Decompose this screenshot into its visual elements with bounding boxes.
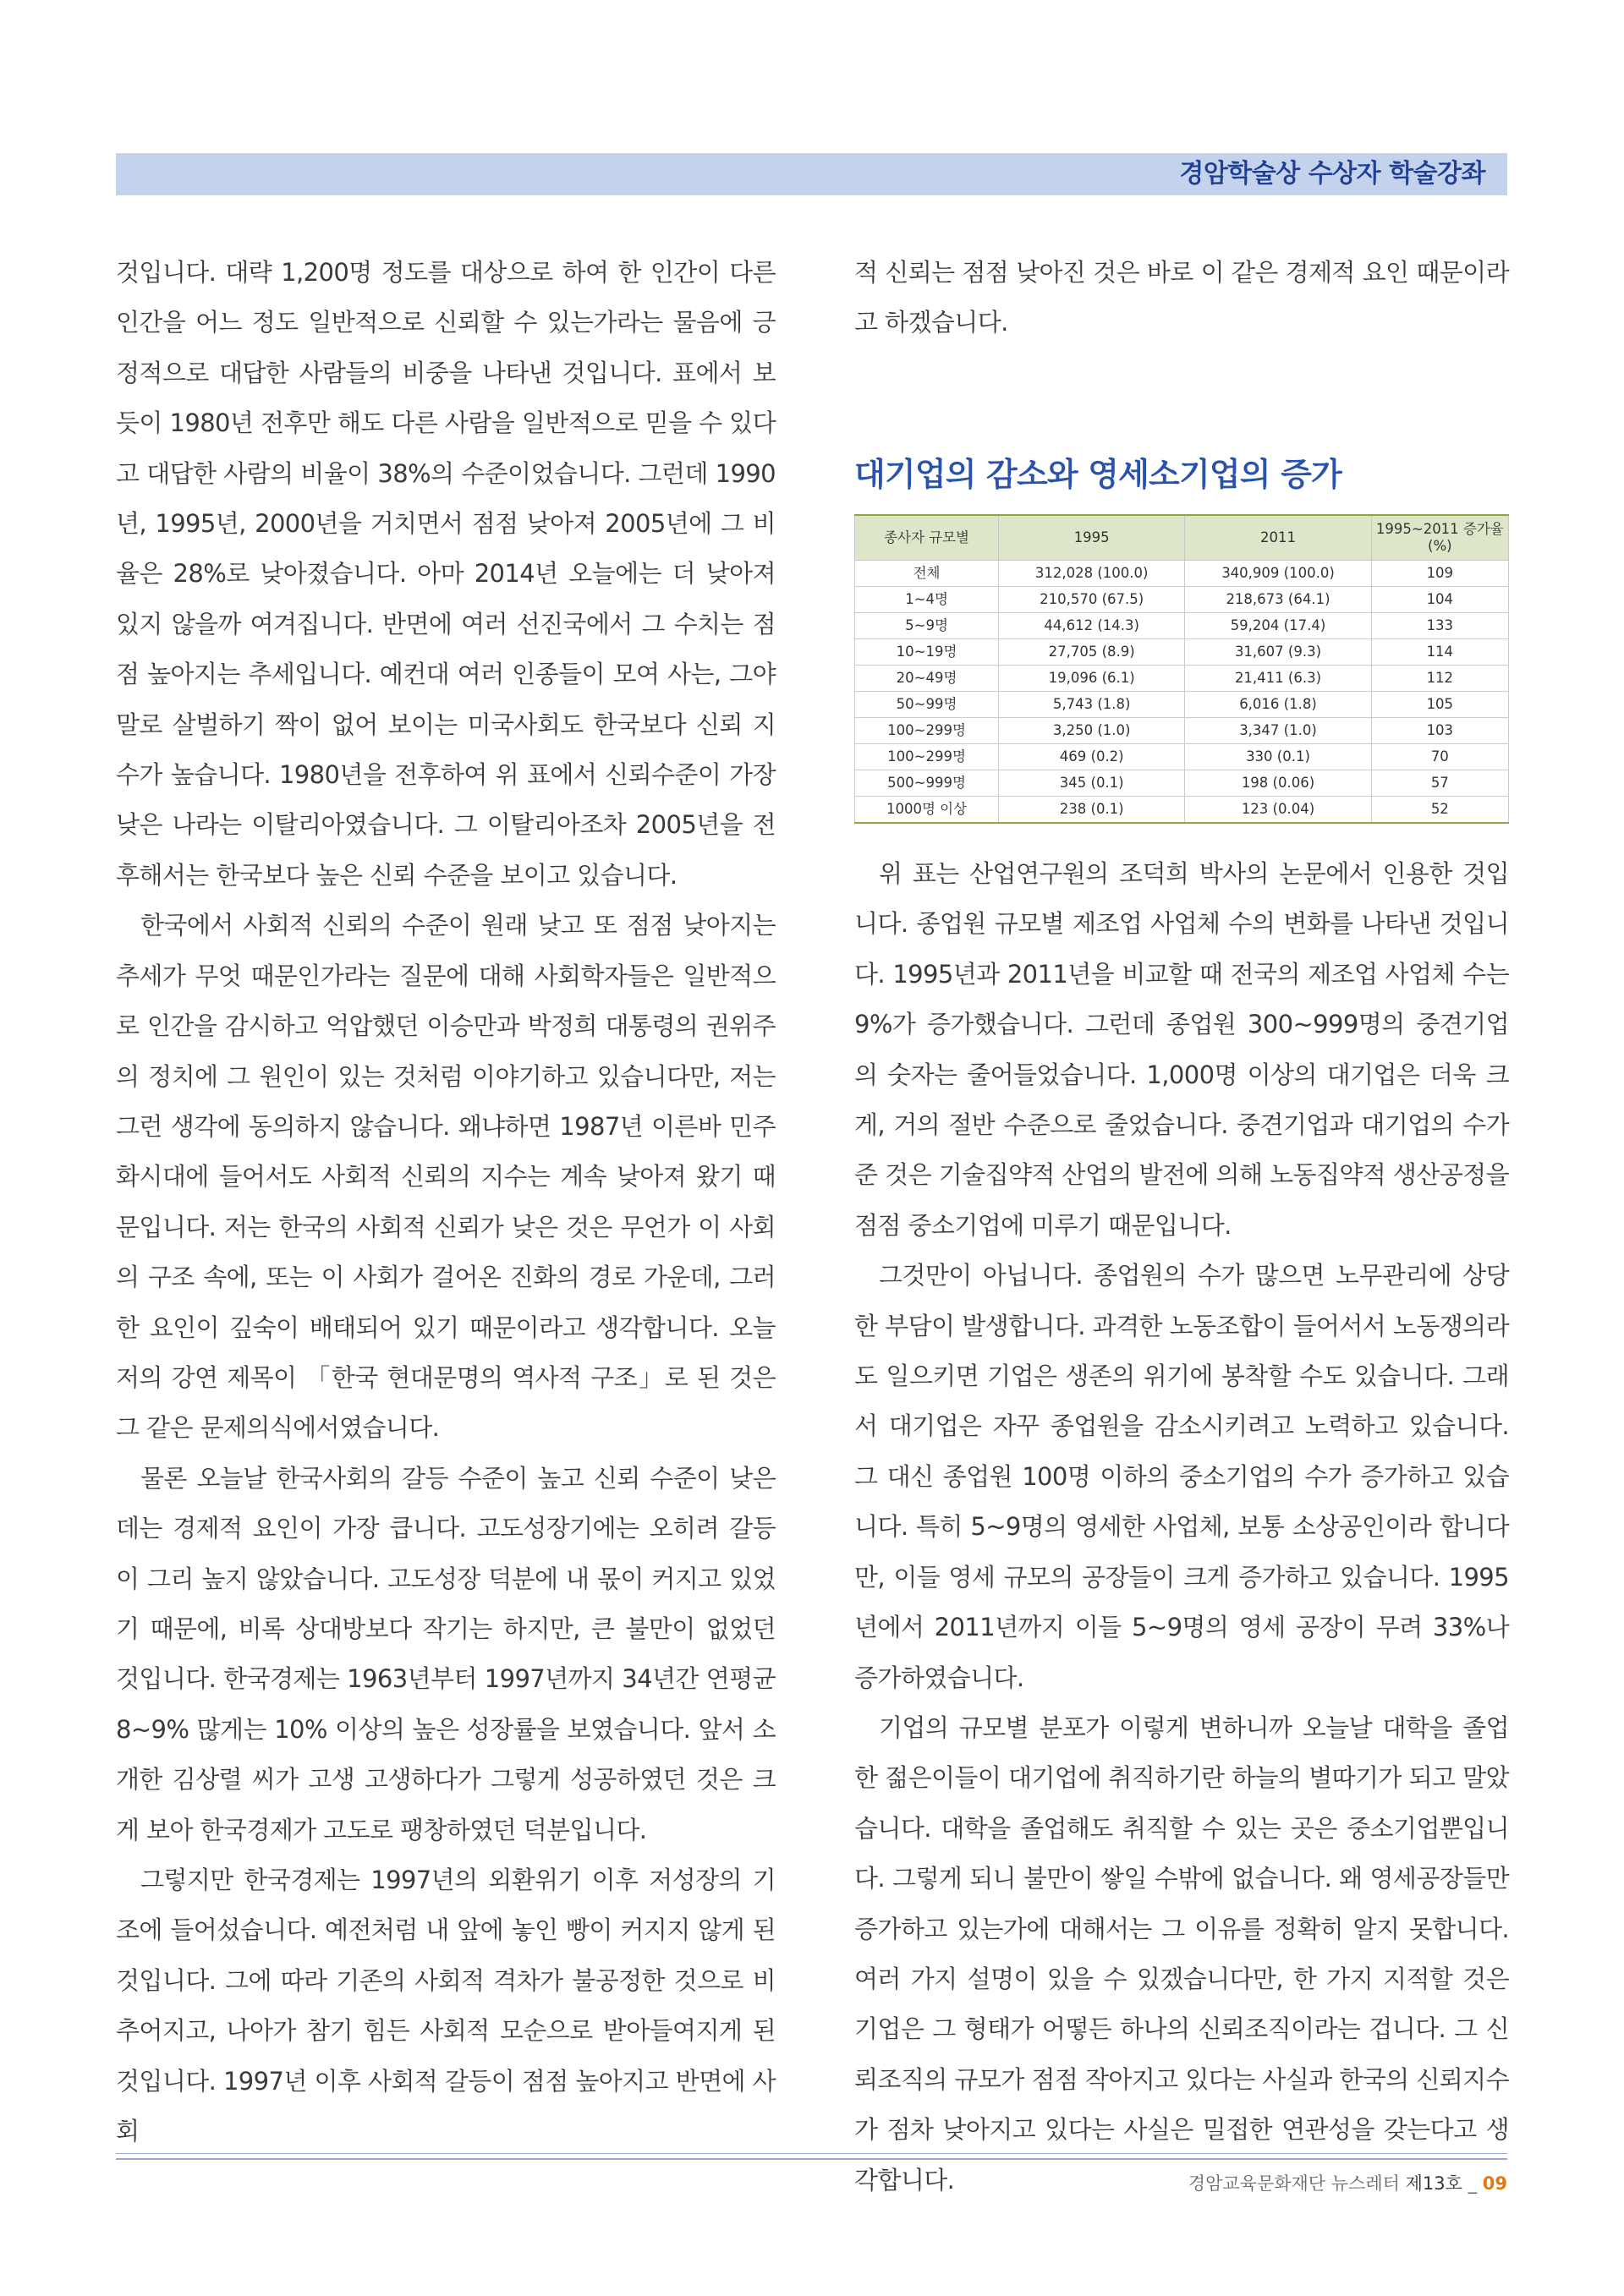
table-cell: 27,705 (8.9)	[999, 639, 1185, 666]
footer-publisher: 경암교육문화재단 뉴스레터	[1188, 2173, 1400, 2194]
table-cell: 198 (0.06)	[1185, 770, 1371, 797]
table-cell: 20~49명	[855, 666, 999, 692]
table-row	[855, 587, 1509, 613]
header-bar	[116, 153, 1507, 195]
table-cell: 6,016 (1.8)	[1185, 692, 1371, 718]
table-cell: 전체	[855, 561, 999, 587]
table-row	[855, 770, 1509, 797]
table-cell: 123 (0.04)	[1185, 797, 1371, 824]
table-cell: 10~19명	[855, 639, 999, 666]
table-row	[855, 797, 1509, 824]
table-cell: 50~99명	[855, 692, 999, 718]
table-header: 1995~2011 증가율(%)	[1371, 515, 1508, 561]
table-cell: 59,204 (17.4)	[1185, 613, 1371, 639]
paragraph: 그것만이 아닙니다. 종업원의 수가 많으면 노무관리에 상당한 부담이 발생합니다. 과격한 노동조합이 들어서서 노동쟁의라도 일으키면 기업은 생존의 위기에 봉착할 수도 있습니다. 그래서 대기업은 자꾸 종업원을 감소시키려고 노력하고 있습니다. 그 대신 종업원 100명 이하의 중소기업의 수가 증가하고 있습니다. 특히 5~9명의 영세한 사업체, 보통 소상공인이라 합니다만, 이들 영세 규모의 공장들이 크게 증가하고 있습니다. 1995년에서 2011년까지 이들 5~9명의 영세 공장이 무려 33%나 증가하였습니다.	[854, 1261, 1509, 1692]
table-row	[855, 744, 1509, 770]
footer-separator: _	[1468, 2173, 1478, 2194]
table-cell: 100~299명	[855, 744, 999, 770]
footer-issue: 제13호	[1405, 2173, 1462, 2194]
table-cell: 19,096 (6.1)	[999, 666, 1185, 692]
table-cell: 70	[1371, 744, 1508, 770]
table-row	[855, 639, 1509, 666]
table-cell: 1~4명	[855, 587, 999, 613]
table-cell: 469 (0.2)	[999, 744, 1185, 770]
footer	[1188, 2170, 1507, 2195]
table-row	[855, 692, 1509, 718]
table-cell: 114	[1371, 639, 1508, 666]
table-cell: 500~999명	[855, 770, 999, 797]
table-cell: 109	[1371, 561, 1508, 587]
paragraph: 한국에서 사회적 신뢰의 수준이 원래 낮고 또 점점 낮아지는 추세가 무엇 때문인가라는 질문에 대해 사회학자들은 일반적으로 인간을 감시하고 억압했던 이승만과 박정희 대통령의 권위주의 정치에 그 원인이 있는 것처럼 이야기하고 있습니다만, 저는 그런 생각에 동의하지 않습니다. 왜냐하면 1987년 이른바 민주화시대에 들어서도 사회적 신뢰의 지수는 계속 낮아져 왔기 때문입니다. 저는 한국의 사회적 신뢰가 낮은 것은 무언가 이 사회의 구조 속에, 또는 이 사회가 걸어온 진화의 경로 가운데, 그러한 요인이 깊숙이 배태되어 있기 때문이라고 생각합니다. 오늘 저의 강연 제목이 「한국 현대문명의 역사적 구조」로 된 것은 그 같은 문제의식에서였습니다.	[116, 911, 776, 1443]
table-cell: 5~9명	[855, 613, 999, 639]
table-cell: 103	[1371, 718, 1508, 744]
table-cell: 104	[1371, 587, 1508, 613]
left-column	[116, 248, 776, 2156]
table-cell: 44,612 (14.3)	[999, 613, 1185, 639]
right-column-body	[854, 849, 1509, 2206]
section-title: 대기업의 감소와 영세소기업의 증가	[854, 456, 1341, 493]
table-cell: 3,250 (1.0)	[999, 718, 1185, 744]
table-cell: 218,673 (64.1)	[1185, 587, 1371, 613]
paragraph: 위 표는 산업연구원의 조덕희 박사의 논문에서 인용한 것입니다. 종업원 규모별 제조업 사업체 수의 변화를 나타낸 것입니다. 1995년과 2011년을 비교할 때 전국의 제조업 사업체 수는 9%가 증가했습니다. 그런데 종업원 300~999명의 중견기업의 숫자는 줄어들었습니다. 1,000명 이상의 대기업은 더욱 크게, 거의 절반 수준으로 줄었습니다. 중견기업과 대기업의 수가 준 것은 기술집약적 산업의 발전에 의해 노동집약적 생산공정을 점점 중소기업에 미루기 때문입니다.	[854, 859, 1509, 1240]
paragraph: 그렇지만 한국경제는 1997년의 외환위기 이후 저성장의 기조에 들어섰습니다. 예전처럼 내 앞에 놓인 빵이 커지지 않게 된 것입니다. 그에 따라 기존의 사회적 격차가 불공정한 것으로 비추어지고, 나아가 참기 힘든 사회적 모순으로 받아들여지게 된 것입니다. 1997년 이후 사회적 갈등이 점점 높아지고 반면에 사회	[116, 1866, 776, 2146]
table-row	[855, 718, 1509, 744]
paragraph: 기업의 규모별 분포가 이렇게 변하니까 오늘날 대학을 졸업한 젊은이들이 대기업에 취직하기란 하늘의 별따기가 되고 말았습니다. 대학을 졸업해도 취직할 수 있는 곳은 중소기업뿐입니다. 그렇게 되니 불만이 쌓일 수밖에 없습니다. 왜 영세공장들만 증가하고 있는가에 대해서는 그 이유를 정확히 알지 못합니다. 여러 가지 설명이 있을 수 있겠습니다만, 한 가지 지적할 것은 기업은 그 형태가 어떻든 하나의 신뢰조직이라는 겁니다. 그 신뢰조직의 규모가 점점 작아지고 있다는 사실과 한국의 신뢰지수가 점차 낮아지고 있다는 사실은 밀접한 연관성을 갖는다고 생각합니다.	[854, 1712, 1509, 2195]
footer-rule	[116, 2153, 1507, 2160]
table-cell: 112	[1371, 666, 1508, 692]
page-number: 09	[1482, 2173, 1507, 2194]
table-body	[855, 561, 1509, 824]
table-header: 2011	[1185, 515, 1371, 561]
table-cell: 105	[1371, 692, 1508, 718]
establishment-size-table	[854, 514, 1509, 824]
paragraph: 것입니다. 대략 1,200명 정도를 대상으로 하여 한 인간이 다른 인간을 어느 정도 일반적으로 신뢰할 수 있는가라는 물음에 긍정적으로 대답한 사람들의 비중을 나타낸 것입니다. 표에서 보듯이 1980년 전후만 해도 다른 사람을 일반적으로 믿을 수 있다고 대답한 사람의 비율이 38%의 수준이었습니다. 그런데 1990년, 1995년, 2000년을 거치면서 점점 낮아져 2005년에 그 비율은 28%로 낮아졌습니다. 아마 2014년 오늘에는 더 낮아져 있지 않을까 여겨집니다. 반면에 여러 선진국에서 그 수치는 점점 높아지는 추세입니다. 예컨대 여러 인종들이 모여 사는, 그야말로 살벌하기 짝이 없어 보이는 미국사회도 한국보다 신뢰 지수가 높습니다. 1980년을 전후하여 위 표에서 신뢰수준이 가장 낮은 나라는 이탈리아였습니다. 그 이탈리아조차 2005년을 전후해서는 한국보다 높은 신뢰 수준을 보이고 있습니다.	[116, 258, 776, 890]
paragraph: 물론 오늘날 한국사회의 갈등 수준이 높고 신뢰 수준이 낮은 데는 경제적 요인이 가장 큽니다. 고도성장기에는 오히려 갈등이 그리 높지 않았습니다. 고도성장 덕분에 내 몫이 커지고 있었기 때문에, 비록 상대방보다 작기는 하지만, 큰 불만이 없었던 것입니다. 한국경제는 1963년부터 1997년까지 34년간 연평균 8~9% 많게는 10% 이상의 높은 성장률을 보였습니다. 앞서 소개한 김상렬 씨가 고생 고생하다가 그렇게 성공하였던 것은 크게 보아 한국경제가 고도로 팽창하였던 덕분입니다.	[116, 1463, 776, 1844]
header-title: 경암학술상 수상자 학술강좌	[1179, 159, 1485, 189]
table-row	[855, 666, 1509, 692]
table-cell: 100~299명	[855, 718, 999, 744]
table-row	[855, 561, 1509, 587]
paragraph: 적 신뢰는 점점 낮아진 것은 바로 이 같은 경제적 요인 때문이라고 하겠습니다.	[854, 258, 1509, 337]
table-cell: 238 (0.1)	[999, 797, 1185, 824]
table-row	[855, 613, 1509, 639]
table-cell: 1000명 이상	[855, 797, 999, 824]
table-cell: 3,347 (1.0)	[1185, 718, 1371, 744]
table-cell: 133	[1371, 613, 1508, 639]
table-cell: 345 (0.1)	[999, 770, 1185, 797]
table-cell: 330 (0.1)	[1185, 744, 1371, 770]
table-cell: 210,570 (67.5)	[999, 587, 1185, 613]
table-cell: 5,743 (1.8)	[999, 692, 1185, 718]
table-cell: 57	[1371, 770, 1508, 797]
right-column-intro	[854, 248, 1509, 348]
table-cell: 340,909 (100.0)	[1185, 561, 1371, 587]
table-header: 종사자 규모별	[855, 515, 999, 561]
table-cell: 52	[1371, 797, 1508, 824]
table-cell: 312,028 (100.0)	[999, 561, 1185, 587]
table-header: 1995	[999, 515, 1185, 561]
table-cell: 31,607 (9.3)	[1185, 639, 1371, 666]
table-cell: 21,411 (6.3)	[1185, 666, 1371, 692]
table-header-row	[855, 515, 1509, 561]
